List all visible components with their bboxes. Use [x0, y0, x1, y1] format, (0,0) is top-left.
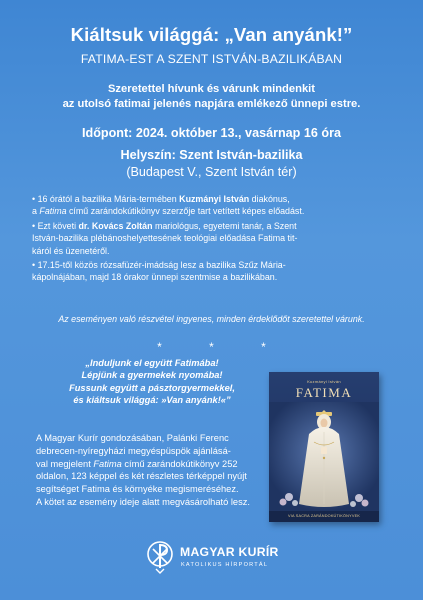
event-subtitle: FATIMA-EST A SZENT ISTVÁN-BAZILIKÁBAN — [80, 52, 343, 66]
invitation-line: Szeretettel hívunk és várunk mindenkit — [107, 83, 316, 95]
free-entry-note: Az eseményen való részvétel ingyenes, minden érdeklődőt szeretettel várunk. — [58, 314, 365, 324]
program-text: • 16 órától a bazilika Mária-termében — [32, 194, 180, 204]
event-place — [0, 147, 423, 181]
program-list — [32, 193, 394, 286]
promo-line: debrecen-nyíregyházi megyéspüspök ajánlásá- — [36, 445, 231, 456]
program-text: mariológus, egyetemi tanár, a Szent — [152, 220, 297, 231]
time-label: Időpont: — [82, 126, 133, 140]
event-time — [0, 126, 423, 140]
poem-line: „Induljunk el együtt Fatimába! — [85, 358, 219, 368]
brand-name: MAGYAR KURÍR — [180, 545, 279, 559]
poem-line: és kiáltsuk világgá: »Van anyánk!«” — [73, 394, 231, 405]
fatima-statue-illustration — [269, 402, 379, 512]
book-promo-text — [36, 432, 254, 509]
time-value: 2024. október 13., vasárnap 16 óra — [135, 126, 341, 140]
program-text: című zarándokútikönyv szerzője tart vetített képes előadást. — [66, 206, 305, 217]
book-series-band: VIA SACRA ZARÁNDOKÚTIKÖNYVEK — [269, 511, 379, 522]
poem-line: Lépjünk a gyermekek nyomába! — [81, 370, 223, 381]
program-item — [32, 193, 394, 218]
promo-line: segítséget Fatima és környéke megismeréséhez. — [36, 484, 239, 495]
book-title-ref: Fatima — [93, 458, 122, 469]
poem-quote — [52, 357, 252, 406]
chi-rho-icon — [147, 540, 173, 574]
place-value: Szent István-bazilika — [179, 148, 303, 162]
speaker-name: Kuzmányi István — [179, 194, 250, 204]
promo-line: A kötet az esemény ideje alatt megvásárolható lesz. — [36, 496, 250, 507]
brand-tagline: KATOLIKUS HÍRPORTÁL — [181, 562, 269, 568]
promo-line: val megjelent Fatima című zarándokútikönyv 252 — [36, 458, 238, 469]
program-text: káról és üzenetéről. — [32, 245, 110, 256]
event-title: Kiáltsuk világgá: „Van anyánk!” — [70, 24, 353, 45]
program-text: • 17.15-től közös rózsafüzér-imádság lesz a bazilika Szűz Mária- — [32, 260, 286, 271]
place-label: Helyszín: — [120, 148, 176, 162]
program-item — [32, 259, 394, 284]
promo-line: A Magyar Kurír gondozásában, Palánki Ferenc — [36, 433, 229, 443]
book-author: Kuzmányi István — [307, 379, 341, 384]
place-address: (Budapest V., Szent István tér) — [126, 165, 297, 179]
separator: * * * — [157, 340, 288, 354]
program-item — [32, 220, 394, 257]
program-text: • Ezt követi — [32, 220, 79, 231]
book-cover-title: FATIMA — [295, 385, 353, 400]
book-title-ref: Fatima — [39, 206, 67, 217]
program-text: István-bazilika plébánoshelyettesének teológiai előadása Fatima tit- — [32, 233, 298, 244]
book-cover-image — [269, 372, 379, 522]
program-text: a — [32, 206, 40, 217]
invitation-text — [0, 82, 423, 112]
invitation-line: az utolsó fatimai jelenés napjára emlékező ünnepi estre. — [62, 98, 361, 110]
poem-line: Fussunk együtt a pásztorgyermekkel, — [69, 382, 235, 393]
magyar-kurir-logo — [0, 540, 423, 580]
program-text: kápolnájában, majd 18 órakor ünnepi szentmise a bazilikában. — [32, 272, 278, 283]
speaker-name: dr. Kovács Zoltán — [78, 220, 153, 231]
program-text: diakónus, — [249, 194, 290, 204]
promo-line: oldalon, 123 képpel és két részletes térképpel nyújt — [36, 471, 247, 482]
